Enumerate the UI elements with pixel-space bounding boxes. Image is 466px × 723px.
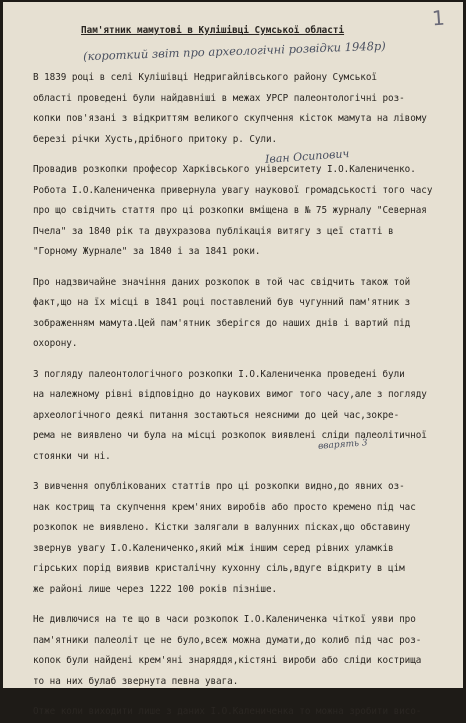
handwritten-subtitle: (короткий звіт про археологічні розвідки 1948р) [82, 38, 387, 64]
text-line: Отже коли виходити лише з даних І.О.Калениченка то можна зробити висо- [33, 706, 422, 717]
text-line: археологічного деякі питання зостаються неясними до цей час,зокре- [33, 409, 400, 421]
paragraph-gap [33, 355, 457, 365]
text-line: про що свідчить стаття про ці розкопки вміщена в № 75 журналу "Северная [33, 205, 427, 216]
text-line: З погляду палеонтологічного розкопки І.О.Калениченка проведені були [33, 368, 405, 380]
handwritten-name-note: Іван Осипович [264, 147, 350, 166]
text-line: Провадив розкопки професор Харківського університету І.О.Калениченко. [33, 164, 416, 175]
text-line: звернув увагу І.О.Калениченко,який між іншим серед рівних уламків [33, 542, 394, 554]
paragraph-gap [33, 263, 457, 273]
text-line: нак кострищ та скупчення крем'яних виробів або просто кремено під час [33, 501, 416, 513]
text-line: зображенням мамута.Цей пам'ятник зберігся до наших днів і вартий під [33, 317, 411, 329]
paragraph-gap [33, 467, 457, 477]
paragraph [33, 160, 457, 263]
text-line: рема не виявлено чи була на місці розкопок виявлені сліди палеолітичної [33, 430, 427, 441]
paragraph [33, 477, 457, 600]
text-line: Робота І.О.Калениченка привернула увагу наукової громадськості того часу [33, 184, 433, 196]
text-line: розкопок не виявлено. Кістки залягали в валунних пісках,що обставину [33, 522, 411, 533]
text-line: на належному рівні відповідно до наукових вимог того часу,але з погляду [33, 389, 427, 400]
document-title: Пам'ятник мамутові в Кулішівці Сумської області [81, 25, 345, 36]
paragraph-gap [33, 600, 457, 610]
page-number: 1 [431, 5, 446, 31]
text-line: копки пов'язані з відкриттям великого скупчення кісток мамута на лівому [33, 113, 427, 124]
text-line: гірських порід виявив кристалічну кухонну сіль,вдуге відкриту в цім [33, 563, 405, 574]
document-page [3, 2, 463, 717]
paragraph [33, 365, 457, 468]
text-line: стоянки чи ні. [33, 450, 111, 462]
text-line: же районі лише через 1222 100 років пізніше. [33, 583, 278, 595]
text-line: то на них булаб звернута певна увага. [33, 675, 239, 687]
text-line: Про надзвичайне значіння даних розкопок в той час свідчить також той [33, 276, 411, 288]
text-line: факт,що на їх місці в 1841 році поставлений був чугунний пам'ятник з [33, 297, 411, 308]
text-line: копок були найдені крем'яні знаряддя,кістяні вироби або сліди кострища [33, 655, 422, 666]
text-line: Не дивлючися на те що в часи розкопок І.О.Калениченка чіткої уяви про [33, 614, 416, 625]
text-line: пам'ятники палеоліт це не було,всеж можна думати,до колиб під час роз- [33, 634, 422, 646]
text-line: Пчела" за 1840 рік та двухразова публікація витягу з цеї статті в [33, 225, 394, 237]
paragraph [33, 702, 457, 723]
handwritten-correction: вварять 3 [317, 438, 368, 452]
text-line: "Горному Журнале" за 1840 і за 1841 роки. [33, 246, 261, 257]
paragraph-gap [33, 150, 457, 160]
text-line: В 1839 році в селі Кулішівці Недригайлівського району Сумської [33, 72, 377, 83]
text-line: охорону. [33, 338, 78, 349]
paragraph-gap [33, 692, 457, 702]
paragraph [33, 610, 457, 692]
text-line: березі річки Хусть,дрібного притоку р. Сули. [33, 133, 278, 145]
paragraph [33, 68, 457, 150]
paragraph [33, 273, 457, 355]
text-line: З вивчення опублікованих статтів про ці розкопки видно,до явних оз- [33, 481, 405, 492]
document-body [33, 68, 457, 723]
text-line: області проведені були найдавніші в межах УРСР палеонтологічні роз- [33, 92, 405, 104]
